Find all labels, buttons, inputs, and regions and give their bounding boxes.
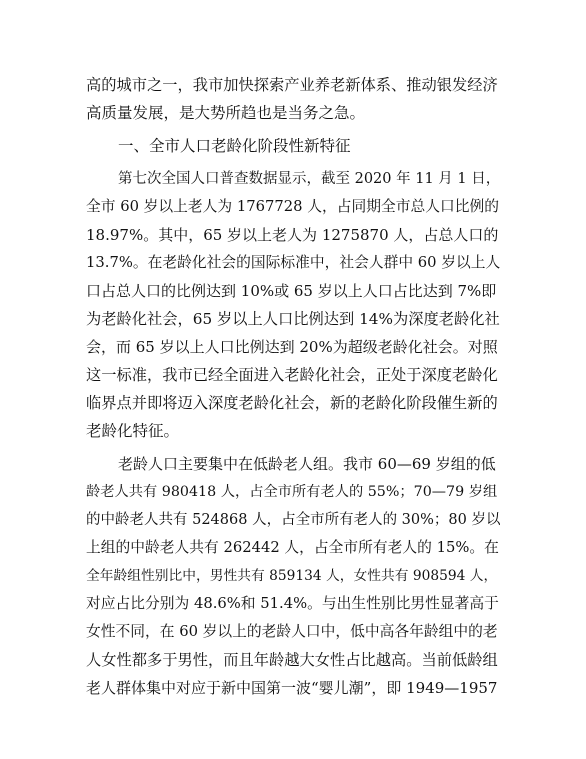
text-line: 会，而 65 岁以上人口比例达到 20%为超级老龄化社会。对照 <box>86 338 498 356</box>
text-line: 为老龄化社会，65 岁以上人口比例达到 14%为深度老龄化社 <box>86 310 500 328</box>
text-line: 第七次全国人口普查数据显示，截至 2020 年 11 月 1 日， <box>118 171 501 187</box>
section-heading: 一、全市人口老龄化阶段性新特征 <box>118 137 351 155</box>
text-line: 全年龄组性别比中，男性共有 859134 人，女性共有 908594 人， <box>86 568 498 584</box>
text-line: 临界点并即将迈入深度老龄化社会，新的老龄化阶段催生新的 <box>86 394 498 412</box>
text-line: 老龄化特征。 <box>86 422 180 440</box>
text-line: 高的城市之一，我市加快探索产业养老新体系、推动银发经济 <box>86 76 498 94</box>
text-line: 13.7%。在老龄化社会的国际标准中，社会人群中 60 岁以上人 <box>86 254 501 271</box>
text-line: 的中龄老人共有 524868 人，占全市所有老人的 30%；80 岁以 <box>86 512 501 528</box>
text-line: 口占总人口的比例达到 10%或 65 岁以上人口占比达到 7%即 <box>86 282 497 300</box>
text-line: 老人群体集中对应于新中国第一波“婴儿潮”，即 1949—1957 <box>86 679 498 697</box>
text-line: 高质量发展，是大势所趋也是当务之急。 <box>86 104 366 122</box>
text-line: 这一标准，我市已经全面进入老龄化社会，正处于深度老龄化 <box>86 366 498 384</box>
text-line: 人女性都多于男性，而且年龄越大女性占比越高。当前低龄组 <box>86 651 498 669</box>
text-line: 全市 60 岁以上老人为 1767728 人，占同期全市总人口比例的 <box>86 198 499 215</box>
text-line: 老龄人口主要集中在低龄老人组。我市 60—69 岁组的低 <box>118 455 496 473</box>
text-line: 上组的中龄老人共有 262442 人，占全市所有老人的 15%。在 <box>86 539 499 556</box>
text-line: 18.97%。其中，65 岁以上老人为 1275870 人，占总人口的 <box>86 226 499 244</box>
text-line: 女性不同，在 60 岁以上的老龄人口中，低中高各年龄组中的老 <box>86 623 498 640</box>
text-line: 对应占比分别为 48.6%和 51.4%。与出生性别比男性显著高于 <box>86 595 499 612</box>
text-line: 龄老人共有 980418 人，占全市所有老人的 55%；70—79 岁组 <box>86 484 498 500</box>
